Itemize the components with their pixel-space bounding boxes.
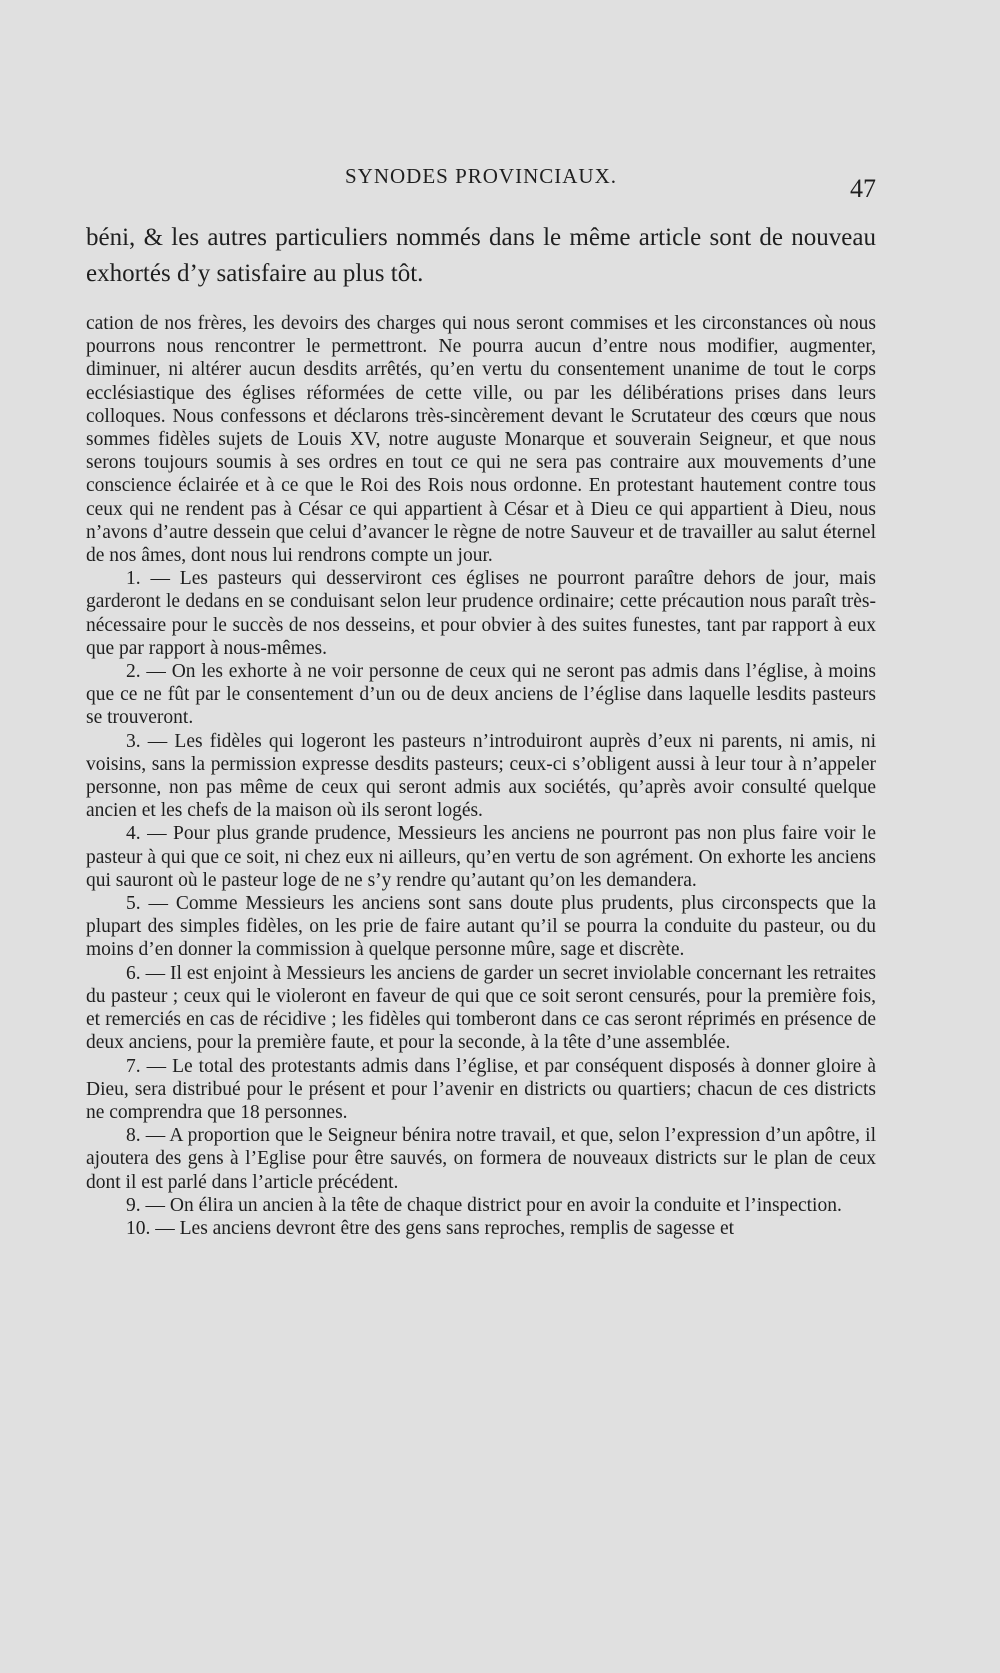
article-1: 1. — Les pasteurs qui desserviront ces églises ne pourront paraître dehors de jour, mais garderont le dedans en se conduisant selon leur prudence ordinaire; cette précaution nous paraît très-nécessaire pour le succès de nos desseins, et pour obvier à des suites funestes, tant par rapport à eux que par rapport à nous-mêmes. (86, 568, 876, 659)
page-header (86, 164, 876, 204)
article-10: 10. — Les anciens devront être des gens sans reproches, remplis de sagesse et (126, 1217, 735, 1239)
article-7: 7. — Le total des protestants admis dans l’église, et par conséquent disposés à donner gloire à Dieu, sera distribué pour le présent et pour l’avenir en districts ou quartiers; chacun de ces districts ne comprendra que 18 personnes. (86, 1055, 876, 1123)
article-4: 4. — Pour plus grande prudence, Messieurs les anciens ne pourront pas non plus faire voir le pasteur à qui que ce soit, ni chez eux ni ailleurs, qu’en vertu de son agrément. On exhorte les anciens qui sauront où le pasteur loge de ne s’y rendre qu’autant qu’on les demandera. (86, 823, 876, 891)
running-title: SYNODES PROVINCIAUX. (344, 164, 618, 188)
preamble-paragraph: cation de nos frères, les devoirs des charges qui nous seront commises et les circonstances où nous pourrons nous rencontrer le permettront. Ne pourra aucun d’entre nous modifier, augmenter, diminuer, ni altérer aucun desdits arrêtés, qu’en vertu du consentement unanime de tout le corps ecclésiastique des églises réformées de cette ville, ou par les délibérations prises dans leurs colloques. Nous confessons et déclarons très-sincèrement devant le Scrutateur des cœurs que nous sommes fidèles sujets de Louis XV, notre auguste Monarque et souverain Seigneur, et que nous serons toujours soumis à ses ordres en tout ce qui ne sera pas contraire aux mouvements d’une conscience éclairée et à ce que le Roi des Rois nous ordonne. En protestant hautement contre tous ceux qui ne rendent pas à César ce qui appartient à César et à Dieu ce qui appartient à Dieu, nous n’avons d’autre dessein que celui d’avancer le règne de notre Sauveur et de travailler au salut éternel de nos âmes, dont nous lui rendrons compte un jour. (86, 313, 876, 567)
article-9: 9. — On élira un ancien à la tête de chaque district pour en avoir la conduite et l’inspection. (126, 1194, 842, 1216)
article-2: 2. — On les exhorte à ne voir personne de ceux qui ne seront pas admis dans l’église, à moins que ce ne fût par le consentement d’un ou de deux anciens de l’église dans laquelle lesdits pasteurs se trouveront. (86, 661, 876, 729)
body-text (86, 312, 876, 1240)
article-8: 8. — A proportion que le Seigneur bénira notre travail, et que, selon l’expression d’un apôtre, il ajoutera des gens à l’Eglise pour être sauvés, on formera de nouveaux districts sur le plan de ceux dont il est parlé dans l’article précédent. (86, 1125, 876, 1193)
intro-paragraph: béni, & les autres particuliers nommés dans le même article sont de nouveau exhortés d’y satisfaire au plus tôt. (86, 224, 876, 287)
page-number: 47 (850, 174, 876, 203)
article-3: 3. — Les fidèles qui logeront les pasteurs n’introduiront auprès d’eux ni parents, ni amis, ni voisins, sans la permission expresse desdits pasteurs; ceux-ci s’obligent aussi à leur tour à n’appeler personne, non pas même de ceux qui seront admis aux sociétés, qu’après avoir consulté quelque ancien et les chefs de la maison où ils seront logés. (86, 730, 876, 822)
article-6: 6. — Il est enjoint à Messieurs les anciens de garder un secret inviolable concernant les retraites du pasteur ; ceux qui le violeront en faveur de qui que ce soit seront censurés, pour la première fois, et remerciés en cas de récidive ; les fidèles qui tomberont dans ce cas seront réprimés en présence de deux anciens, pour la première faute, et pour la seconde, à la tête d’une assemblée. (86, 962, 876, 1054)
article-5: 5. — Comme Messieurs les anciens sont sans doute plus prudents, plus circonspects que la plupart des simples fidèles, on les prie de faire autant qu’il se pourra la conduite du pasteur, ou du moins d’en donner la commission à quelque personne mûre, sage et discrète. (86, 893, 876, 961)
